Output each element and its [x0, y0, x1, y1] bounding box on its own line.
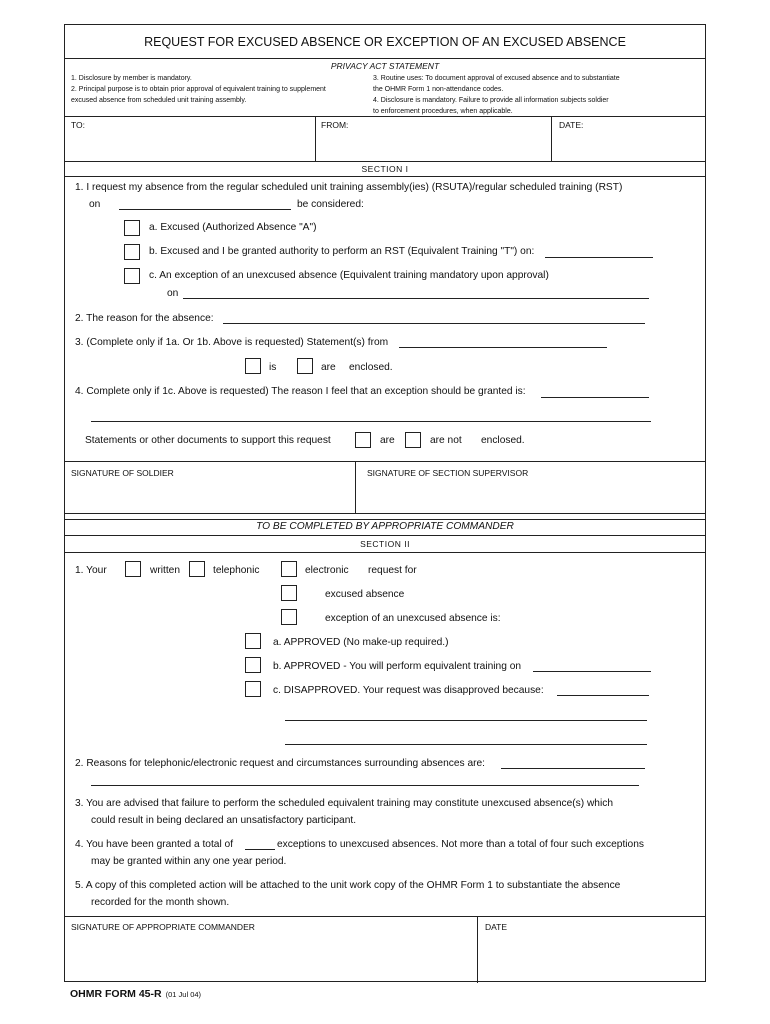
privacy-line: 3. Routine uses: To document approval of excused absence and to substantiate [373, 75, 620, 82]
are-label: are [321, 362, 336, 373]
section-2-label: SECTION II [360, 539, 410, 549]
from-field[interactable] [319, 131, 547, 159]
circumstances-blank[interactable] [501, 768, 645, 769]
commander-date-label: DATE [485, 922, 508, 932]
s2-item-4-line-2: may be granted within any one year period. [91, 856, 287, 867]
electronic-label: electronic [305, 565, 349, 576]
exception-reason-blank[interactable] [541, 397, 649, 398]
checkbox-approved-a[interactable] [245, 633, 261, 649]
checkbox-excused-absence[interactable] [281, 585, 297, 601]
circumstances-blank-2[interactable] [91, 785, 639, 786]
checkbox-telephonic[interactable] [189, 561, 205, 577]
checkbox-approved-b[interactable] [245, 657, 261, 673]
item-1-text: 1. I request my absence from the regular scheduled unit training assembly(ies) (RSUTA)/regular scheduled training (RST) [75, 182, 623, 193]
s2-item-4-post: exceptions to unexcused absences. Not more than a total of four such exceptions [277, 839, 644, 850]
date-blank[interactable] [119, 209, 291, 210]
form-container [64, 24, 706, 982]
signature-soldier-label: SIGNATURE OF SOLDIER [71, 468, 174, 478]
from-label: FROM: [321, 120, 349, 130]
checkbox-1c[interactable] [124, 268, 140, 284]
signature-supervisor-label: SIGNATURE OF SECTION SUPERVISOR [367, 468, 529, 478]
your-label: 1. Your [75, 565, 107, 576]
disapproval-reason-blank-3[interactable] [285, 744, 647, 745]
option-1c-label: c. An exception of an unexcused absence (Equivalent training mandatory upon approval) [149, 270, 549, 281]
to-label: TO: [71, 120, 86, 130]
form-title: REQUEST FOR EXCUSED ABSENCE OR EXCEPTION OF AN EXCUSED ABSENCE [144, 35, 626, 49]
section-1-label: SECTION I [361, 164, 409, 174]
checkbox-are[interactable] [297, 358, 313, 374]
signature-commander-field[interactable] [67, 935, 473, 979]
to-field[interactable] [67, 131, 311, 159]
s2-item-5-line-2: recorded for the month shown. [91, 897, 230, 908]
statement-from-blank[interactable] [399, 347, 607, 348]
s2-item-3-line-1: 3. You are advised that failure to perform the scheduled equivalent training may constitute unexcused absence(s) which [75, 798, 613, 809]
signature-commander-label: SIGNATURE OF APPROPRIATE COMMANDER [71, 922, 255, 932]
item-2-text: 2. The reason for the absence: [75, 313, 214, 324]
item-3-text: 3. (Complete only if 1a. Or 1b. Above is requested) Statement(s) from [75, 337, 389, 348]
checkbox-disapproved-c[interactable] [245, 681, 261, 697]
privacy-left [71, 73, 326, 106]
checkbox-written[interactable] [125, 561, 141, 577]
s2-item-4-pre: 4. You have been granted a total of [75, 839, 234, 850]
request-for-label: request for [368, 565, 417, 576]
disapproved-c-label: c. DISAPPROVED. Your request was disapproved because: [273, 685, 544, 696]
equivalent-training-date-blank[interactable] [533, 671, 651, 672]
checkbox-electronic[interactable] [281, 561, 297, 577]
exceptions-count-blank[interactable] [245, 849, 275, 850]
privacy-line: 4. Disclosure is mandatory. Failure to provide all information subjects soldier [373, 97, 609, 104]
statements-enclosed-label: enclosed. [481, 435, 525, 446]
exception-reason-blank-2[interactable] [91, 421, 651, 422]
disapproval-reason-blank[interactable] [557, 695, 649, 696]
s2-item-5-line-1: 5. A copy of this completed action will be attached to the unit work copy of the OHMR Form 1 to substantiate the absence [75, 880, 621, 891]
privacy-line: to enforcement procedures, when applicable. [373, 108, 513, 115]
privacy-right [373, 73, 620, 117]
s2-item-3-line-2: could result in being declared an unsatisfactory participant. [91, 815, 357, 826]
checkbox-1a[interactable] [124, 220, 140, 236]
checkbox-statements-are[interactable] [355, 432, 371, 448]
checkbox-exception[interactable] [281, 609, 297, 625]
form-revision-date: (01 Jul 04) [165, 990, 202, 999]
option-1b-label: b. Excused and I be granted authority to perform an RST (Equivalent Training "T") on: [149, 246, 535, 257]
signature-supervisor-field[interactable] [359, 481, 703, 511]
checkbox-statements-are-not[interactable] [405, 432, 421, 448]
option-1a-label: a. Excused (Authorized Absence "A") [149, 222, 317, 233]
privacy-act-title: PRIVACY ACT STATEMENT [330, 61, 440, 71]
on-label: on [89, 199, 101, 210]
disapproval-reason-blank-2[interactable] [285, 720, 647, 721]
option-1c-on-label: on [167, 288, 179, 299]
date-label: DATE: [559, 120, 584, 130]
checkbox-1b[interactable] [124, 244, 140, 260]
telephonic-label: telephonic [213, 565, 260, 576]
exception-label: exception of an unexcused absence is: [325, 613, 501, 624]
checkbox-is[interactable] [245, 358, 261, 374]
approved-b-label: b. APPROVED - You will perform equivalent training on [273, 661, 522, 672]
form-footer [70, 988, 201, 1000]
commander-date-field[interactable] [481, 935, 703, 979]
privacy-line: excused absence from scheduled unit training assembly. [71, 97, 247, 104]
s2-item-2-text: 2. Reasons for telephonic/electronic request and circumstances surrounding absences are: [75, 758, 485, 769]
statements-are-not-label: are not [430, 435, 462, 446]
written-label: written [150, 565, 181, 576]
section-2-heading: TO BE COMPLETED BY APPROPRIATE COMMANDER [256, 521, 514, 532]
statements-are-label: are [380, 435, 395, 446]
date-field[interactable] [555, 131, 703, 159]
signature-soldier-field[interactable] [67, 481, 351, 511]
privacy-line: 1. Disclosure by member is mandatory. [71, 75, 192, 82]
excused-absence-label: excused absence [325, 589, 405, 600]
is-label: is [269, 362, 277, 373]
rst-date-blank[interactable] [545, 257, 653, 258]
privacy-line: the OHMR Form 1 non-attendance codes. [373, 86, 504, 93]
statements-label: Statements or other documents to support this request [85, 435, 331, 446]
approved-a-label: a. APPROVED (No make-up required.) [273, 637, 449, 648]
exception-date-blank[interactable] [183, 298, 649, 299]
form-number: OHMR FORM 45-R [70, 988, 162, 1000]
item-4-text: 4. Complete only if 1c. Above is requested) The reason I feel that an exception should be granted is: [75, 386, 526, 397]
reason-blank[interactable] [223, 323, 645, 324]
privacy-line: 2. Principal purpose is to obtain prior approval of equivalent training to supplement [71, 86, 326, 93]
enclosed-label: enclosed. [349, 362, 393, 373]
be-considered-label: be considered: [297, 199, 364, 210]
